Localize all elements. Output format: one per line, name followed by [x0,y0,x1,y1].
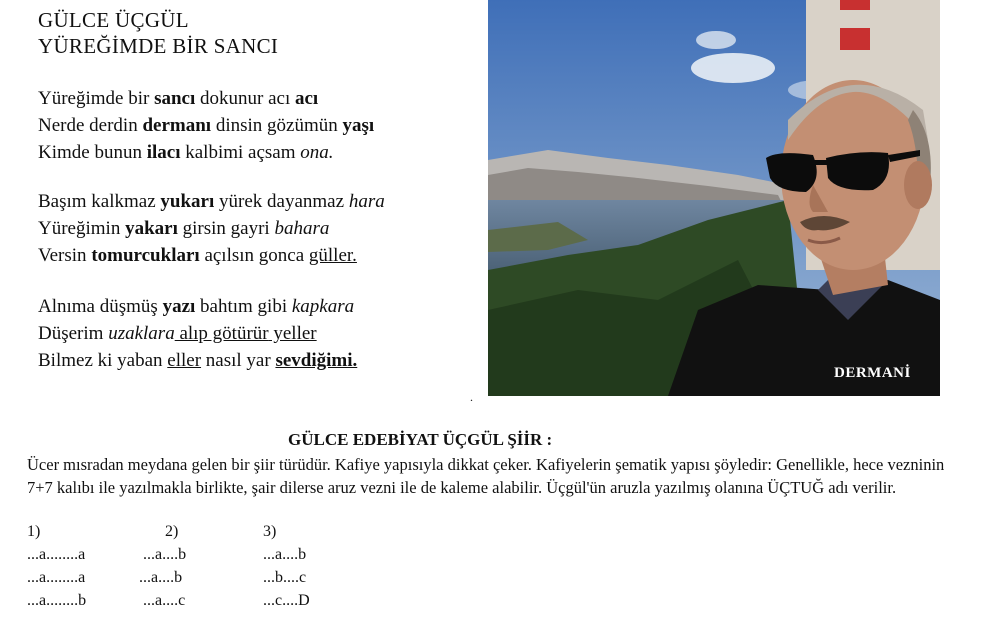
scheme-line: ...a........a [27,546,86,563]
verse-line: Versin tomurcukları açılsın gonca güller. [38,245,357,266]
rhyme-word: yazı [162,296,196,317]
rhyme-word: yukarı [160,191,215,212]
rhyme-word: acı [295,88,319,109]
rhyme-word: ilacı [146,142,181,163]
verse-line: Başım kalkmaz yukarı yürek dayanmaz hara [38,191,385,212]
verse-line: Kimde bunun ilacı kalbimi açsam ona. [38,142,334,163]
stray-dot: . [470,390,473,404]
scheme-number: 1) [27,523,41,540]
verse-line: Bilmez ki yaban eller nasıl yar sevdiğimi. [38,350,358,371]
author-photo [488,0,940,396]
rhyme-word: yaşı [342,115,375,136]
rhyme-word: ona. [300,142,334,163]
scheme-line: ...a........a [27,569,86,586]
scheme-number: 3) [263,523,277,540]
poem-title: YÜREĞİMDE BİR SANCI [38,34,279,58]
scheme-line: ...a....b [139,569,183,586]
rhyme-word: yakarı [125,218,178,239]
scheme-line: ...a........b [27,592,87,609]
definition-paragraph: Ücer mısradan meydana gelen bir şiir türüdür. Kafiye yapısıyla dikkat çeker. Kafiyelerin şematik yapısı şöyledir: Genellikle, hece vezninin 7+7 kalıbı ile yazılmakla birlikte, şair dilerse aruz vezni ile de kaleme alabilir. Üçgül'ün aruzla yazılmış olanına ÜÇTUĞ adı verilir. [27,455,945,497]
scheme-line: ...a....b [143,546,187,563]
rhyme-word: bahara [274,218,330,239]
scheme-line: ...b....c [263,569,307,586]
scheme-line: ...a....c [143,592,186,609]
poem-author: GÜLCE ÜÇGÜL [38,8,189,32]
rhyme-word: güller. [308,245,357,266]
verse-line: Nerde derdin dermanı dinsin gözümün yaşı [38,115,375,136]
rhyme-word: eller [167,350,202,371]
rhyme-word: yeller [268,323,317,344]
scheme-line: ...a....b [263,546,307,563]
verse-line: Alnıma düşmüş yazı bahtım gibi kapkara [38,296,355,317]
verse-line: Yüreğimde bir sancı dokunur acı acı [38,88,319,109]
rhyme-word: kapkara [291,296,355,317]
rhyme-word: tomurcukları [91,245,200,266]
rhyme-word: hara [348,191,385,212]
verse-line: Düşerim uzaklara alıp götürür yeller [38,323,317,344]
rhyme-word: sancı [154,88,196,109]
rhyme-word: sevdiğimi. [275,350,358,371]
rhyme-word: dermanı [142,115,212,136]
section-heading: GÜLCE EDEBİYAT ÜÇGÜL ŞİİR : [288,430,553,449]
scheme-line: ...c....D [263,592,310,609]
scheme-number: 2) [165,523,179,540]
verse-line: Yüreğimin yakarı girsin gayri bahara [38,218,330,239]
photo-caption: DERMANİ [834,365,911,381]
rhyme-word: uzaklara [108,323,175,344]
